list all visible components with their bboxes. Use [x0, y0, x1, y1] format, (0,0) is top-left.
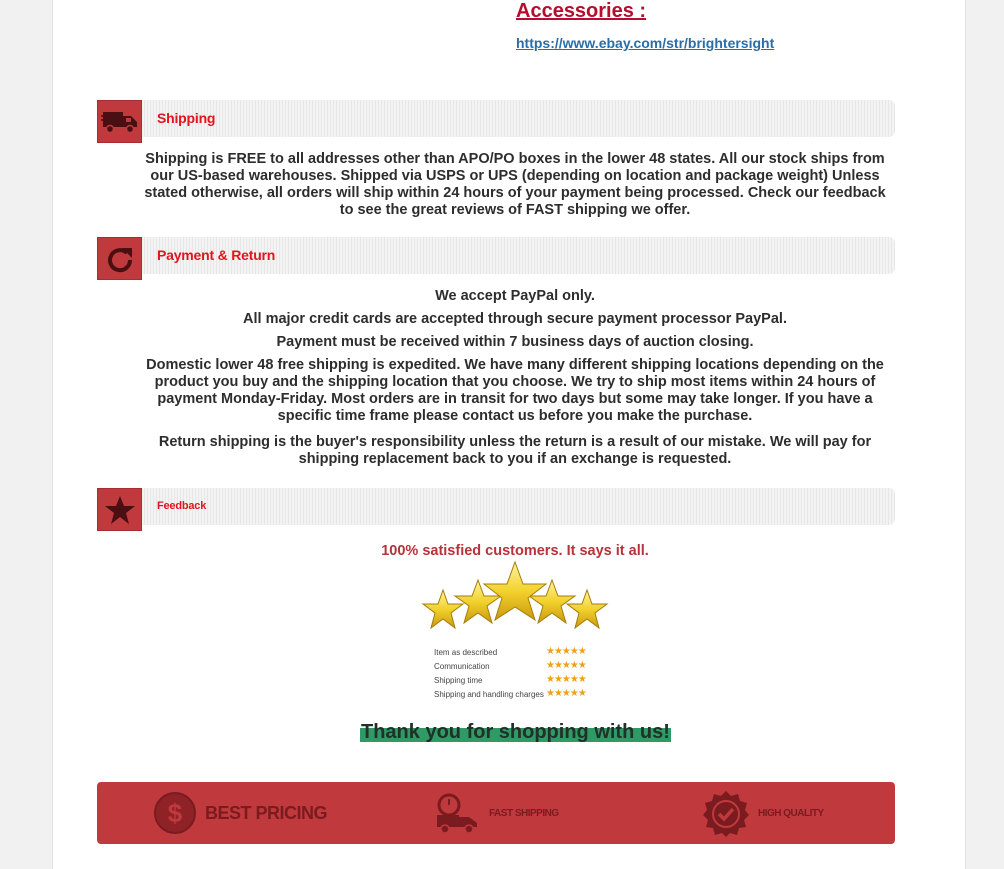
feature-high-quality	[702, 782, 824, 844]
rating-stars-shipping-time: ★★★★★	[546, 674, 586, 685]
high-quality-label: HIGH QUALITY	[758, 807, 824, 819]
payment-line-deadline: Payment must be received within 7 business days of auction closing.	[276, 334, 754, 350]
payment-section-header	[97, 237, 895, 274]
truck-icon	[97, 100, 142, 143]
fast-shipping-label: FAST SHIPPING	[489, 807, 559, 819]
payment-line-return: Return shipping is the buyer's responsibility unless the return is a result of our mistake. We will pay for shipping replacement back to you if an exchange is requested.	[158, 434, 872, 467]
dollar-icon	[153, 791, 197, 835]
svg-text:$: $	[167, 798, 183, 828]
section-header-strip	[142, 100, 895, 137]
feature-best-pricing	[153, 782, 327, 844]
rating-image	[418, 560, 612, 700]
accessories-title: Accessories :	[516, 0, 647, 22]
feature-fast-shipping	[433, 782, 559, 844]
rating-stars-communication: ★★★★★	[546, 660, 586, 671]
accessories-store-link[interactable]: https://www.ebay.com/str/brightersight	[516, 35, 775, 51]
refresh-icon	[97, 237, 142, 280]
rating-stars-item: ★★★★★	[546, 646, 586, 657]
star-icon	[97, 488, 142, 531]
rating-stars-shipping-charges: ★★★★★	[546, 688, 586, 699]
feedback-section-header	[97, 488, 895, 525]
shipping-title: Shipping	[157, 110, 216, 126]
shipping-text-block	[140, 151, 890, 219]
rating-label-shipping-time: Shipping time	[434, 676, 483, 685]
shipping-section-header	[97, 100, 895, 137]
rating-label-communication: Communication	[434, 662, 490, 671]
shipping-text: Shipping is FREE to all addresses other than APO/PO boxes in the lower 48 states. All our stock ships from our US-based warehouses. Shipped via USPS or UPS (depending on location and package weight) Unless stated otherwise, all orders will ship within 24 hours of your payment being processed. Check our feedback to see the great reviews of FAST shipping we offer.	[144, 151, 886, 218]
payment-text-block	[140, 288, 890, 474]
best-pricing-label: BEST PRICING	[205, 802, 328, 823]
payment-title: Payment & Return	[157, 247, 276, 263]
rating-label-item: Item as described	[434, 648, 498, 657]
thank-you-banner: Thank you for shopping with us!	[361, 721, 670, 743]
features-footer	[97, 782, 895, 844]
section-header-strip	[142, 488, 895, 525]
payment-line-cards: All major credit cards are accepted through secure payment processor PayPal.	[243, 311, 787, 327]
payment-line-paypal: We accept PayPal only.	[435, 288, 595, 304]
feedback-caption: 100% satisfied customers. It says it all.	[381, 543, 649, 559]
quality-badge-icon	[702, 789, 750, 837]
feedback-title: Feedback	[157, 500, 207, 512]
five-stars-graphic	[418, 560, 612, 640]
fast-shipping-icon	[433, 791, 481, 835]
rating-label-shipping-charges: Shipping and handling charges	[434, 690, 544, 699]
payment-line-domestic: Domestic lower 48 free shipping is expedited. We have many different shipping locations depending on the product you buy and the shipping location that you choose. We try to ship most items within 24 hours of payment Monday-Friday. Most orders are in transit for two days but some may take longer. If you have a specific time frame please contact us before you make the purchase.	[146, 357, 884, 424]
